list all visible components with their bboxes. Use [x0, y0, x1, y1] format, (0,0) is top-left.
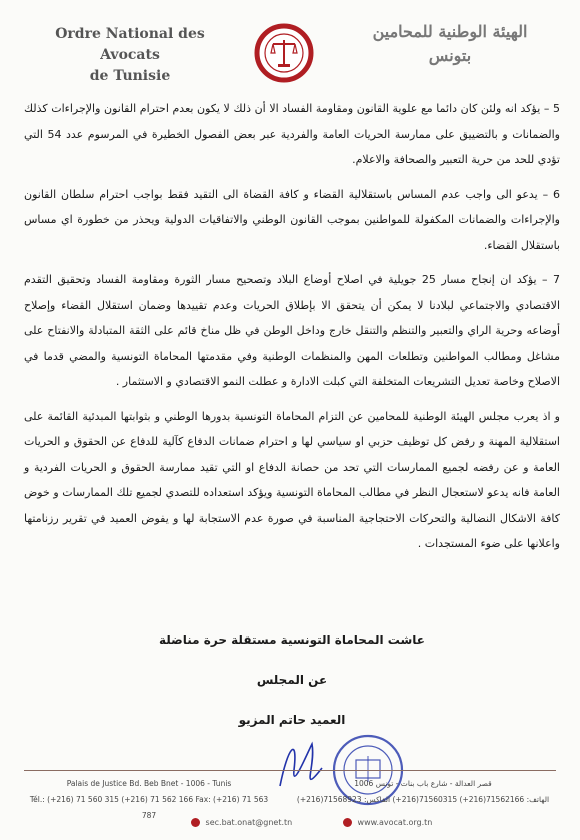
footer-arabic	[288, 776, 558, 808]
footer-ar-phones: الهاتف: 71562166(216+) 71560315(216+) الفاكس: 71568923(216+)	[296, 795, 550, 804]
french-organization-name	[30, 24, 230, 87]
footer-fr-phones: Tél.: (+216) 71 560 315 (+216) 71 562 166 Fax: (+216) 71 563 787	[29, 795, 269, 820]
footer-website-block	[340, 818, 432, 827]
closing-signatory: العميد حاتم المزيو	[238, 713, 346, 727]
paragraph-6: 6 – يدعو الى واجب عدم المساس باستقلالية القضاء و كافة القضاة الى التقيد فقط بواجب احترام سلطان القانون والإجراءات والضمانات المكفولة للمواطنين بموجب القانون الوطني والاتفاقيات الدولية ويحذر من خطورة اي مساس باستقلال القضاء.	[24, 187, 560, 252]
fr-name-line1: Ordre National des Avocats	[55, 26, 205, 63]
letterhead	[0, 0, 580, 96]
fr-name-line2: de Tunisie	[89, 68, 171, 84]
bar-association-seal-icon	[254, 20, 314, 86]
ar-name-line2: بتونس	[428, 46, 472, 65]
paragraph-council-declaration: و اذ يعرب مجلس الهيئة الوطنية للمحامين عن التزام المحاماة التونسية بدورها الوطني و بثوابتها المبدئية القائمة على استقلالية المهنة و رفض كل توظيف حزبي او سياسي لها و احترام ضمانات الدفاع كآلية للدفاع عن الحقوق و الحريات العامة و عن رفضه لجميع الممارسات التي تحد من حصانة الدفاع او التي تقيد ممارسة الحقوق و الحريات الفردية و العامة فانه يدعو لاستعجال النظر في مطالب المحاماة التونسية ويؤكد استعداده للتصدي لجميع تلك الممارسات و خوض كافة الاشكال النضالية والتحركات الاحتجاجية المناسبة في صورة عدم الاستجابة لها و يفوض العميد في تقرير رزنامتها واعلانها على ضوء المستجدات .	[24, 409, 560, 550]
footer-email-block	[188, 818, 292, 827]
footer-email: sec.bat.onat@gnet.tn	[205, 818, 293, 827]
footer-french	[24, 776, 274, 824]
statement-body	[24, 96, 560, 566]
footer-ar-address: قصر العدالة - شارع باب بنات - تونس 1006	[354, 779, 492, 788]
paragraph-5: 5 – يؤكد انه ولئن كان دائما مع علوية القانون ومقاومة الفساد الا أن ذلك لا يكون بعدم احترام القانون والإجراءات كذلك والضمانات و بالتضييق على ممارسة الحريات العامة والفردية عبر بعض الفصول الخطيرة في المرسوم عدد 54 التي تؤدي للحد من حرية التعبير والصحافة والاعلام.	[24, 102, 560, 166]
footer-divider	[24, 770, 556, 771]
closing-from: عن المجلس	[256, 673, 328, 687]
closing-slogan: عاشت المحاماة التونسية مستقلة حرة مناضلة	[158, 633, 426, 647]
globe-icon	[343, 818, 352, 827]
email-icon	[191, 818, 200, 827]
footer-website: www.avocat.org.tn	[357, 818, 433, 827]
paragraph-7: 7 – يؤكد ان إنجاح مسار 25 جويلية في اصلاح أوضاع البلاد وتصحيح مسار الثورة ومقاومة الفساد وتحقيق التقدم الاقتصادي والاجتماعي لبلادنا لا يمكن أن يتحقق الا بإطلاق الحريات وعدم تقييدها وضمان استقلال القضاء وإصلاح أوضاعه وحرية الراي والتعبير والتنظم والتنقل خارج وداخل الوطن في ظل مناخ قائم على الثقة المتبادلة والانفتاح على مشاغل ومطالب المواطنين وتطلعات المهن والمنظمات الوطنية وفي مقدمتها المحاماة التونسية والمضي قدما في الاصلاح وخاصة تعديل التشريعات المتخلفة التي كبلت الادارة و عطلت النمو الاقتصادي و الاستثمار .	[24, 273, 560, 388]
ar-name-line1: الهيئة الوطنية للمحامين	[372, 22, 528, 41]
closing-block	[24, 620, 560, 740]
footer-fr-address: Palais de Justice Bd. Beb Bnet - 1006 - Tunis	[66, 779, 232, 788]
arabic-organization-name	[340, 20, 560, 68]
